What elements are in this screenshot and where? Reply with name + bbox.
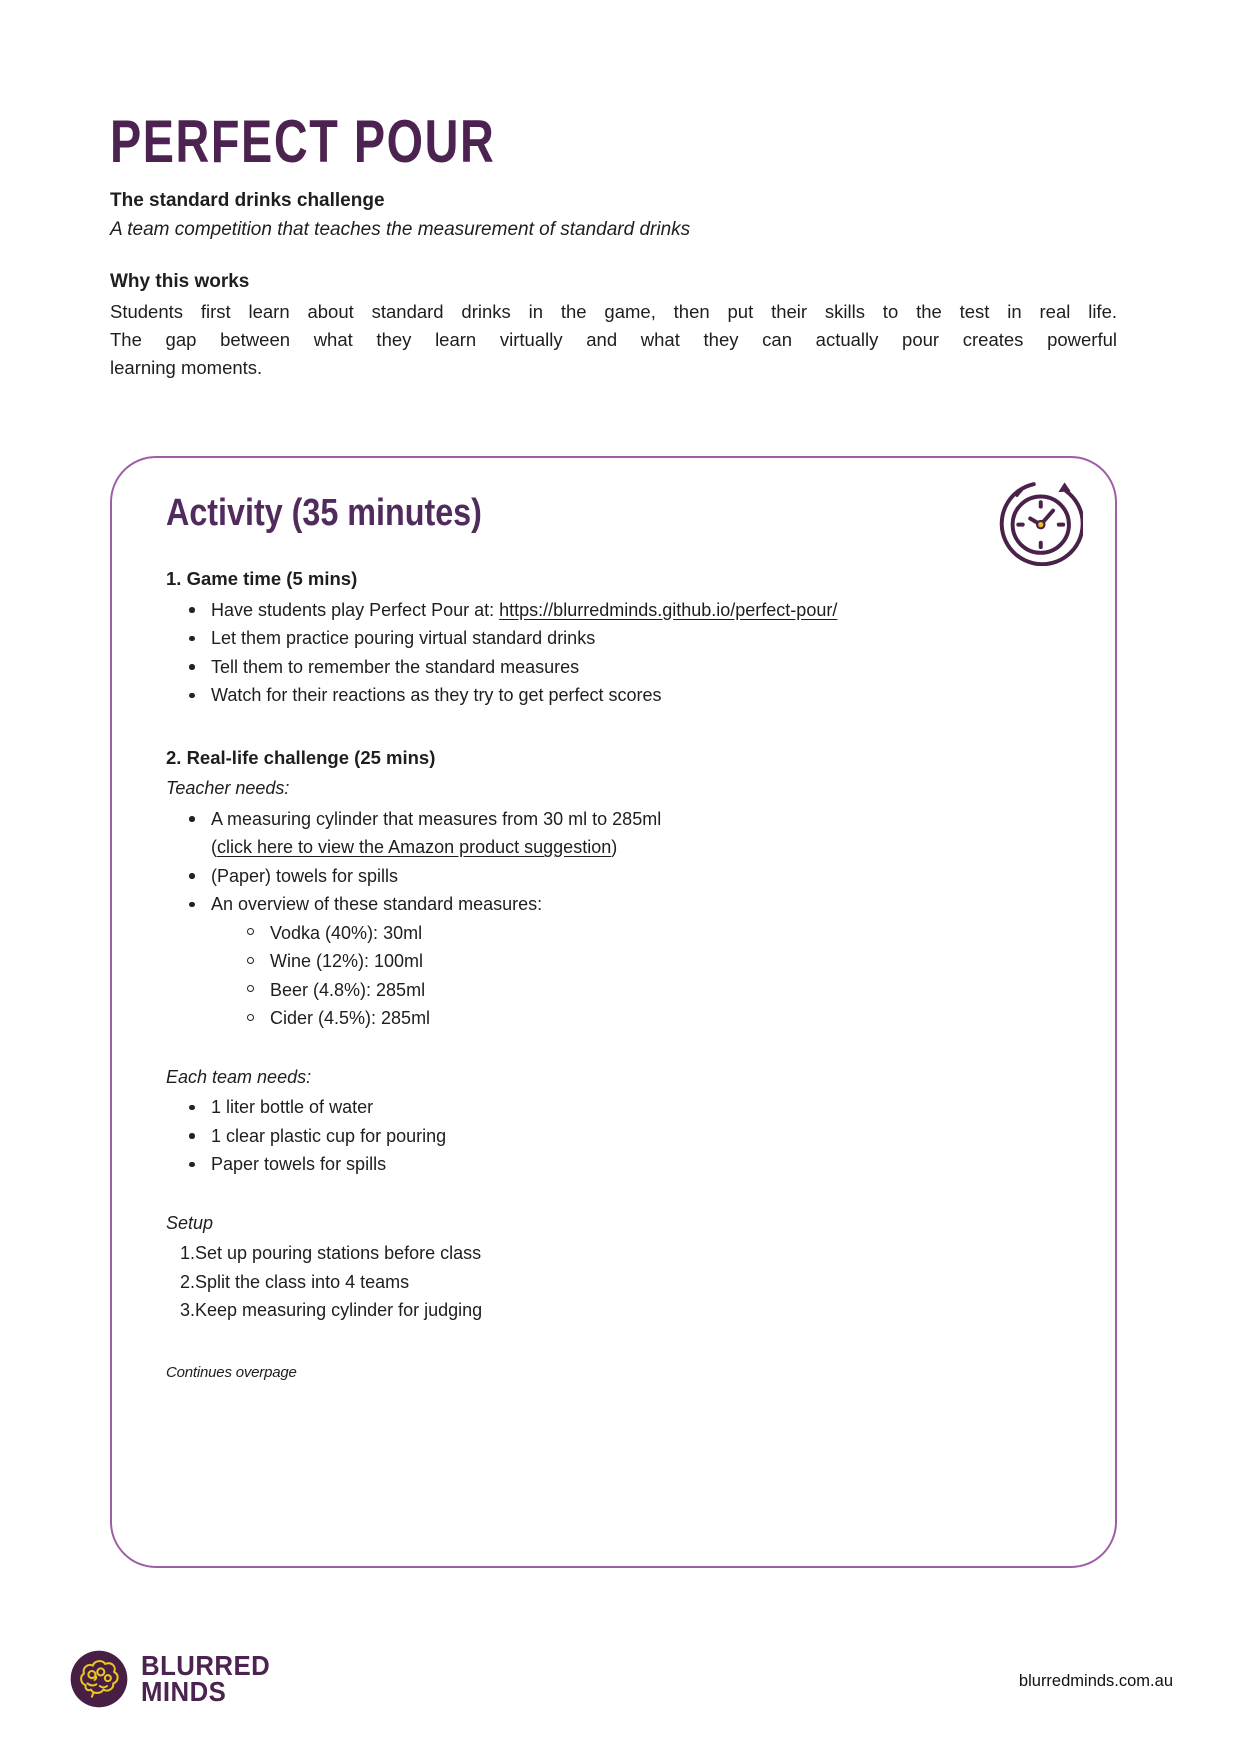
list-item: Vodka (40%): 30ml [246, 919, 1061, 948]
list-item: Watch for their reactions as they try to get perfect scores [187, 681, 1061, 710]
activity-card [110, 456, 1117, 1568]
list-item-text: Have students play Perfect Pour at: [211, 599, 500, 620]
perfect-pour-link[interactable]: https://blurredminds.github.io/perfect-pour/ [499, 599, 838, 620]
setup-steps-list [166, 1239, 1061, 1325]
timer-clock-icon [995, 478, 1083, 566]
logo-line: MINDS [141, 1676, 227, 1707]
list-item: 1 liter bottle of water [187, 1093, 1061, 1122]
game-time-list [166, 596, 1061, 710]
list-item [187, 805, 1061, 862]
paragraph-line: Students first learn about standard drinks in the game, then put their skills to the test in real life. [110, 301, 1117, 322]
list-item-text: An overview of these standard measures: [211, 894, 543, 914]
list-item: (Paper) towels for spills [187, 862, 1061, 891]
list-item: 2.Split the class into 4 teams [180, 1271, 410, 1292]
paren: ( [211, 837, 217, 857]
activity-content [166, 565, 1061, 1387]
list-item: 1.Set up pouring stations before class [180, 1243, 482, 1263]
why-paragraph [110, 298, 1117, 382]
game-time-heading: 1. Game time (5 mins) [166, 568, 358, 589]
footer-url: blurredminds.com.au [1018, 1672, 1173, 1690]
activity-heading: Activity (35 minutes) [166, 492, 482, 534]
list-item-text: A measuring cylinder that measures from 30 ml to 285ml [211, 808, 662, 829]
standard-measures-list [211, 919, 1061, 1033]
list-item-text [211, 833, 1061, 862]
subtitle-tagline: A team competition that teaches the measurement of standard drinks [110, 219, 691, 240]
list-item: Wine (12%): 100ml [246, 947, 1061, 976]
team-needs-list [166, 1093, 1061, 1179]
real-life-challenge-heading: 2. Real-life challenge (25 mins) [166, 746, 436, 768]
list-item [187, 890, 1061, 1033]
list-item: Let them practice pouring virtual standard drinks [187, 624, 1061, 653]
setup-label: Setup [166, 1212, 214, 1233]
list-item: Tell them to remember the standard measures [187, 653, 1061, 682]
subtitle: The standard drinks challenge [110, 190, 385, 211]
list-item: Cider (4.5%): 285ml [246, 1004, 1061, 1033]
amazon-product-link[interactable]: click here to view the Amazon product suggestion [217, 837, 612, 857]
brain-icon [68, 1648, 130, 1710]
list-item [187, 596, 1061, 625]
list-item: 3.Keep measuring cylinder for judging [180, 1300, 483, 1320]
teacher-needs-list [166, 805, 1061, 1033]
paren: ) [611, 837, 618, 857]
why-this-works-heading: Why this works [110, 271, 250, 292]
list-item: Paper towels for spills [187, 1150, 1061, 1179]
continues-overpage-note: Continues overpage [166, 1363, 297, 1381]
teacher-needs-label: Teacher needs: [166, 778, 290, 798]
paragraph-line: The gap between what they learn virtually and what they can actually pour creates powerful [110, 329, 1117, 350]
list-item: 1 clear plastic cup for pouring [187, 1122, 1061, 1151]
team-needs-label: Each team needs: [166, 1066, 312, 1087]
blurred-minds-logo [68, 1648, 281, 1710]
logo-line: BLURRED [141, 1649, 271, 1681]
page-title: PERFECT POUR [110, 108, 496, 175]
paragraph-line: learning moments. [110, 357, 263, 378]
logo-text [141, 1649, 271, 1707]
list-item: Beer (4.8%): 285ml [246, 976, 1061, 1005]
